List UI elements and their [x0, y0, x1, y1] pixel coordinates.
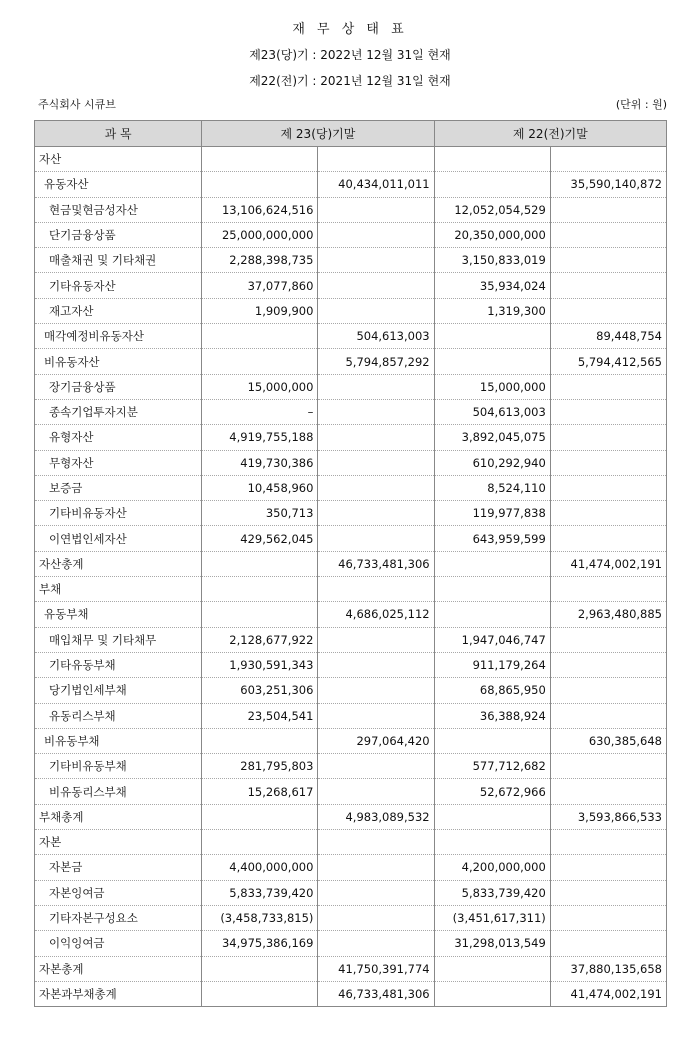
- table-row: [35, 324, 667, 349]
- prior-subtotal-cell: 119,977,838: [434, 501, 550, 526]
- current-total-cell: [318, 855, 434, 880]
- current-total-cell: [318, 399, 434, 424]
- account-name-cell: 유동자산: [35, 172, 202, 197]
- account-name-cell: 자산: [35, 147, 202, 172]
- current-total-cell: [318, 754, 434, 779]
- current-subtotal-cell: [202, 830, 318, 855]
- current-subtotal-cell: [202, 602, 318, 627]
- statement-title: 재 무 상 태 표: [292, 22, 408, 37]
- prior-total-cell: [550, 273, 666, 298]
- prior-subtotal-cell: 5,833,739,420: [434, 880, 550, 905]
- account-name-cell: 기타비유동자산: [35, 501, 202, 526]
- current-subtotal-cell: 15,000,000: [202, 374, 318, 399]
- prior-total-cell: [550, 754, 666, 779]
- current-subtotal-cell: 2,288,398,735: [202, 248, 318, 273]
- table-row: [35, 678, 667, 703]
- current-total-cell: [318, 577, 434, 602]
- table-row: [35, 349, 667, 374]
- account-name-cell: 자본과부채총계: [35, 981, 202, 1006]
- account-name-cell: 자본: [35, 830, 202, 855]
- prior-subtotal-cell: 31,298,013,549: [434, 931, 550, 956]
- unit-label: (단위 : 원): [615, 98, 667, 111]
- current-total-cell: [318, 779, 434, 804]
- prior-total-cell: [550, 627, 666, 652]
- table-row: [35, 652, 667, 677]
- account-name-cell: 기타유동자산: [35, 273, 202, 298]
- current-subtotal-cell: [202, 981, 318, 1006]
- current-total-cell: [318, 374, 434, 399]
- current-total-cell: [318, 526, 434, 551]
- prior-total-cell: [550, 501, 666, 526]
- current-subtotal-cell: [202, 147, 318, 172]
- current-period-label: 제23(당)기 : 2022년 12월 31일 현재: [249, 48, 451, 62]
- account-name-cell: 이연법인세자산: [35, 526, 202, 551]
- prior-total-cell: [550, 703, 666, 728]
- account-name-cell: 자본총계: [35, 956, 202, 981]
- current-subtotal-cell: 281,795,803: [202, 754, 318, 779]
- account-name-cell: 자본잉여금: [35, 880, 202, 905]
- table-row: [35, 298, 667, 323]
- prior-total-cell: [550, 905, 666, 930]
- account-name-cell: 유동부채: [35, 602, 202, 627]
- account-column-header: 과 목: [35, 121, 202, 147]
- current-subtotal-cell: (3,458,733,815): [202, 905, 318, 930]
- prior-total-cell: [550, 374, 666, 399]
- prior-subtotal-cell: [434, 324, 550, 349]
- prior-total-cell: 89,448,754: [550, 324, 666, 349]
- current-subtotal-cell: [202, 956, 318, 981]
- account-name-cell: 기타비유동부채: [35, 754, 202, 779]
- current-subtotal-cell: 603,251,306: [202, 678, 318, 703]
- current-total-cell: 4,686,025,112: [318, 602, 434, 627]
- current-total-cell: 504,613,003: [318, 324, 434, 349]
- prior-subtotal-cell: 20,350,000,000: [434, 222, 550, 247]
- table-row: [35, 931, 667, 956]
- account-name-cell: 종속기업투자지분: [35, 399, 202, 424]
- account-name-cell: 단기금융상품: [35, 222, 202, 247]
- current-subtotal-cell: 5,833,739,420: [202, 880, 318, 905]
- prior-total-cell: [550, 248, 666, 273]
- prior-subtotal-cell: [434, 804, 550, 829]
- prior-total-cell: [550, 222, 666, 247]
- table-row: [35, 374, 667, 399]
- current-total-cell: 4,983,089,532: [318, 804, 434, 829]
- prior-total-cell: [550, 652, 666, 677]
- current-total-cell: [318, 501, 434, 526]
- account-name-cell: 매각예정비유동자산: [35, 324, 202, 349]
- table-row: [35, 880, 667, 905]
- prior-period-column-header: 제 22(전)기말: [434, 121, 666, 147]
- prior-total-cell: [550, 399, 666, 424]
- prior-subtotal-cell: 643,959,599: [434, 526, 550, 551]
- prior-subtotal-cell: 577,712,682: [434, 754, 550, 779]
- prior-subtotal-cell: [434, 830, 550, 855]
- account-name-cell: 장기금융상품: [35, 374, 202, 399]
- prior-subtotal-cell: [434, 981, 550, 1006]
- account-name-cell: 당기법인세부채: [35, 678, 202, 703]
- prior-total-cell: 630,385,648: [550, 728, 666, 753]
- table-row: [35, 222, 667, 247]
- current-total-cell: [318, 273, 434, 298]
- table-row: [35, 551, 667, 576]
- current-total-cell: 46,733,481,306: [318, 551, 434, 576]
- prior-period-label: 제22(전)기 : 2021년 12월 31일 현재: [249, 74, 451, 88]
- account-name-cell: 비유동리스부채: [35, 779, 202, 804]
- prior-subtotal-cell: 3,150,833,019: [434, 248, 550, 273]
- current-subtotal-cell: 4,400,000,000: [202, 855, 318, 880]
- current-total-cell: [318, 905, 434, 930]
- prior-total-cell: [550, 855, 666, 880]
- table-row: [35, 501, 667, 526]
- current-subtotal-cell: [202, 804, 318, 829]
- table-row: [35, 754, 667, 779]
- table-row: [35, 981, 667, 1006]
- prior-subtotal-cell: 1,947,046,747: [434, 627, 550, 652]
- prior-subtotal-cell: 3,892,045,075: [434, 425, 550, 450]
- prior-total-cell: [550, 298, 666, 323]
- prior-total-cell: 5,794,412,565: [550, 349, 666, 374]
- prior-total-cell: [550, 450, 666, 475]
- current-subtotal-cell: 23,504,541: [202, 703, 318, 728]
- prior-subtotal-cell: 15,000,000: [434, 374, 550, 399]
- current-subtotal-cell: [202, 551, 318, 576]
- prior-subtotal-cell: 911,179,264: [434, 652, 550, 677]
- current-subtotal-cell: 350,713: [202, 501, 318, 526]
- prior-subtotal-cell: 12,052,054,529: [434, 197, 550, 222]
- prior-total-cell: [550, 526, 666, 551]
- table-row: [35, 197, 667, 222]
- current-total-cell: 41,750,391,774: [318, 956, 434, 981]
- prior-subtotal-cell: 8,524,110: [434, 475, 550, 500]
- current-total-cell: [318, 298, 434, 323]
- current-total-cell: [318, 222, 434, 247]
- prior-total-cell: [550, 779, 666, 804]
- current-total-cell: [318, 475, 434, 500]
- table-body: [35, 147, 667, 1007]
- account-name-cell: 기타자본구성요소: [35, 905, 202, 930]
- prior-subtotal-cell: (3,451,617,311): [434, 905, 550, 930]
- prior-total-cell: [550, 475, 666, 500]
- prior-subtotal-cell: 504,613,003: [434, 399, 550, 424]
- current-total-cell: [318, 425, 434, 450]
- prior-subtotal-cell: 1,319,300: [434, 298, 550, 323]
- current-subtotal-cell: 429,562,045: [202, 526, 318, 551]
- prior-total-cell: [550, 931, 666, 956]
- current-total-cell: 297,064,420: [318, 728, 434, 753]
- current-total-cell: [318, 147, 434, 172]
- current-total-cell: [318, 703, 434, 728]
- table-row: [35, 830, 667, 855]
- prior-subtotal-cell: 68,865,950: [434, 678, 550, 703]
- prior-total-cell: [550, 425, 666, 450]
- table-row: [35, 399, 667, 424]
- table-row: [35, 855, 667, 880]
- current-subtotal-cell: [202, 349, 318, 374]
- current-subtotal-cell: 25,000,000,000: [202, 222, 318, 247]
- prior-total-cell: [550, 678, 666, 703]
- current-subtotal-cell: [202, 324, 318, 349]
- current-subtotal-cell: 1,909,900: [202, 298, 318, 323]
- account-name-cell: 무형자산: [35, 450, 202, 475]
- current-subtotal-cell: 37,077,860: [202, 273, 318, 298]
- account-name-cell: 비유동자산: [35, 349, 202, 374]
- current-subtotal-cell: [202, 577, 318, 602]
- current-subtotal-cell: 2,128,677,922: [202, 627, 318, 652]
- table-row: [35, 475, 667, 500]
- prior-subtotal-cell: [434, 602, 550, 627]
- current-total-cell: [318, 830, 434, 855]
- prior-subtotal-cell: 36,388,924: [434, 703, 550, 728]
- prior-subtotal-cell: 52,672,966: [434, 779, 550, 804]
- account-name-cell: 유동리스부채: [35, 703, 202, 728]
- account-name-cell: 기타유동부채: [35, 652, 202, 677]
- account-name-cell: 자산총계: [35, 551, 202, 576]
- account-name-cell: 비유동부채: [35, 728, 202, 753]
- prior-subtotal-cell: [434, 577, 550, 602]
- current-subtotal-cell: 13,106,624,516: [202, 197, 318, 222]
- current-total-cell: [318, 197, 434, 222]
- current-total-cell: [318, 450, 434, 475]
- table-row: [35, 577, 667, 602]
- table-row: [35, 248, 667, 273]
- account-name-cell: 부채총계: [35, 804, 202, 829]
- current-subtotal-cell: 15,268,617: [202, 779, 318, 804]
- prior-subtotal-cell: [434, 728, 550, 753]
- prior-total-cell: [550, 147, 666, 172]
- prior-total-cell: 41,474,002,191: [550, 981, 666, 1006]
- current-total-cell: 46,733,481,306: [318, 981, 434, 1006]
- table-row: [35, 526, 667, 551]
- table-row: [35, 172, 667, 197]
- current-total-cell: 5,794,857,292: [318, 349, 434, 374]
- prior-subtotal-cell: 4,200,000,000: [434, 855, 550, 880]
- current-total-cell: [318, 652, 434, 677]
- balance-sheet-table: [34, 120, 667, 1007]
- current-subtotal-cell: –: [202, 399, 318, 424]
- current-total-cell: [318, 931, 434, 956]
- current-total-cell: [318, 880, 434, 905]
- table-row: [35, 147, 667, 172]
- prior-subtotal-cell: [434, 172, 550, 197]
- current-subtotal-cell: 34,975,386,169: [202, 931, 318, 956]
- table-row: [35, 273, 667, 298]
- current-total-cell: [318, 248, 434, 273]
- current-total-cell: 40,434,011,011: [318, 172, 434, 197]
- account-name-cell: 유형자산: [35, 425, 202, 450]
- account-name-cell: 부채: [35, 577, 202, 602]
- table-row: [35, 956, 667, 981]
- table-row: [35, 728, 667, 753]
- table-row: [35, 703, 667, 728]
- prior-total-cell: [550, 197, 666, 222]
- table-row: [35, 425, 667, 450]
- current-subtotal-cell: 4,919,755,188: [202, 425, 318, 450]
- table-row: [35, 450, 667, 475]
- current-subtotal-cell: [202, 728, 318, 753]
- prior-total-cell: [550, 577, 666, 602]
- table-row: [35, 804, 667, 829]
- account-name-cell: 자본금: [35, 855, 202, 880]
- prior-subtotal-cell: [434, 551, 550, 576]
- prior-subtotal-cell: 35,934,024: [434, 273, 550, 298]
- prior-total-cell: 3,593,866,533: [550, 804, 666, 829]
- prior-subtotal-cell: [434, 349, 550, 374]
- company-name: 주식회사 시큐브: [38, 98, 116, 111]
- current-period-column-header: 제 23(당)기말: [202, 121, 434, 147]
- prior-total-cell: [550, 830, 666, 855]
- current-subtotal-cell: 419,730,386: [202, 450, 318, 475]
- prior-total-cell: [550, 880, 666, 905]
- prior-total-cell: 37,880,135,658: [550, 956, 666, 981]
- table-row: [35, 905, 667, 930]
- table-header-row: [35, 121, 667, 147]
- table-row: [35, 627, 667, 652]
- prior-total-cell: 35,590,140,872: [550, 172, 666, 197]
- account-name-cell: 보증금: [35, 475, 202, 500]
- account-name-cell: 이익잉여금: [35, 931, 202, 956]
- current-total-cell: [318, 627, 434, 652]
- prior-total-cell: 2,963,480,885: [550, 602, 666, 627]
- current-subtotal-cell: 10,458,960: [202, 475, 318, 500]
- current-subtotal-cell: 1,930,591,343: [202, 652, 318, 677]
- prior-subtotal-cell: [434, 956, 550, 981]
- table-row: [35, 779, 667, 804]
- account-name-cell: 현금및현금성자산: [35, 197, 202, 222]
- current-total-cell: [318, 678, 434, 703]
- table-row: [35, 602, 667, 627]
- account-name-cell: 재고자산: [35, 298, 202, 323]
- prior-total-cell: 41,474,002,191: [550, 551, 666, 576]
- prior-subtotal-cell: 610,292,940: [434, 450, 550, 475]
- prior-subtotal-cell: [434, 147, 550, 172]
- account-name-cell: 매입채무 및 기타채무: [35, 627, 202, 652]
- current-subtotal-cell: [202, 172, 318, 197]
- account-name-cell: 매출채권 및 기타채권: [35, 248, 202, 273]
